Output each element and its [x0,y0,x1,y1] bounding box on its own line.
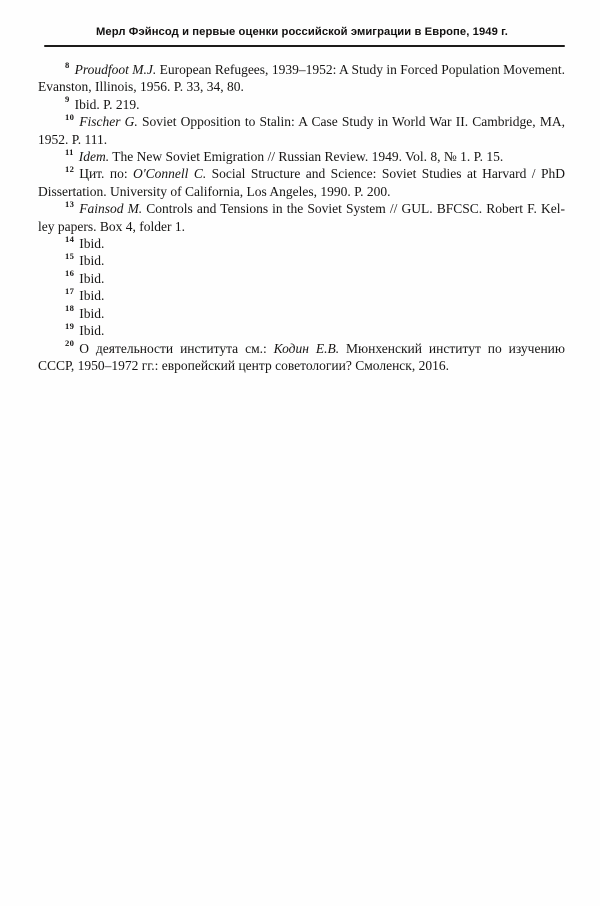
footnote-text: The New Soviet Emigration // Russian Review. 1949. Vol. 8, № 1. P. 15. [109,149,504,165]
footnote-marker: 14 [65,233,75,244]
footnote-marker: 11 [65,146,74,157]
footnote-marker: 13 [65,198,75,209]
footnote-text: О деятельности института см.: [79,340,274,356]
footnote-item [38,287,565,304]
footnote-text: European Refugees, 1939–1952: A Study in Forced Population Movement. Evanston, Illinois, 1956. P. 33, 34, 80. [38,62,565,95]
footnote-marker: 19 [65,320,75,331]
footnote-citation-name: O'Connell C. [133,166,207,182]
footnote-text: Social Structure and Science: Soviet Studies at Harvard / PhD Dissertation. University of California, Los Angeles, 1990. P. 200. [38,166,565,199]
footnote-item [38,322,565,339]
footnote-marker: 10 [65,111,75,122]
footnote-text: Ibid. [79,288,105,304]
footnote-marker: 8 [65,59,70,70]
footnote-marker: 16 [65,268,75,279]
footnote-citation-name: Fischer G. [79,114,138,130]
footnote-item [38,270,565,287]
footnote-marker: 18 [65,303,75,314]
header-rule-divider [44,45,565,47]
footnote-text: Цит. по: [79,166,134,182]
footnote-item [38,165,565,200]
footnote-item [38,235,565,252]
footnote-text: Ibid. [79,253,105,269]
footnote-item [38,148,565,165]
footnote-marker: 12 [65,163,75,174]
footnote-item [38,96,565,113]
footnote-citation-name: Idem. [78,149,110,165]
running-header: Мерл Фэйнсод и первые оценки российской эмиграции в Европе, 1949 г. [95,26,508,38]
footnote-marker: 17 [65,285,75,296]
footnote-marker: 9 [65,94,70,105]
footnote-citation-name: Proudfoot M.J. [74,62,157,77]
footnote-marker: 20 [65,338,75,348]
footnote-item [38,340,565,375]
footnote-item [38,113,565,148]
footnote-text: Ibid. [79,270,105,286]
footnote-text: Soviet Opposition to Stalin: A Case Study in World War II. Cambridge, MA, 1952. P. 111. [38,114,565,147]
footnote-text: Ibid. P. 219. [74,96,140,112]
footnote-marker: 15 [65,250,75,261]
footnote-item [38,305,565,322]
footnote-text: Ibid. [79,236,105,252]
footnote-text: Ibid. [79,305,105,321]
footnotes-block [38,61,565,374]
footnote-item [38,61,565,96]
footnote-citation-name: Fainsod M. [79,201,143,217]
footnote-text: Ibid. [79,323,105,339]
footnote-text: Controls and Tensions in the Soviet System // GUL. BFCSC. Robert F. Kelley papers. Box 4, folder 1. [38,201,565,234]
footnote-citation-name: Кодин Е.В. [273,340,340,356]
footnote-item [38,200,565,235]
footnote-text: Мюнхенский институт по изучению СССР, 1950–1972 гг.: европейский центр советологии? Смоленск, 2016. [38,340,565,373]
footnote-item [38,252,565,269]
